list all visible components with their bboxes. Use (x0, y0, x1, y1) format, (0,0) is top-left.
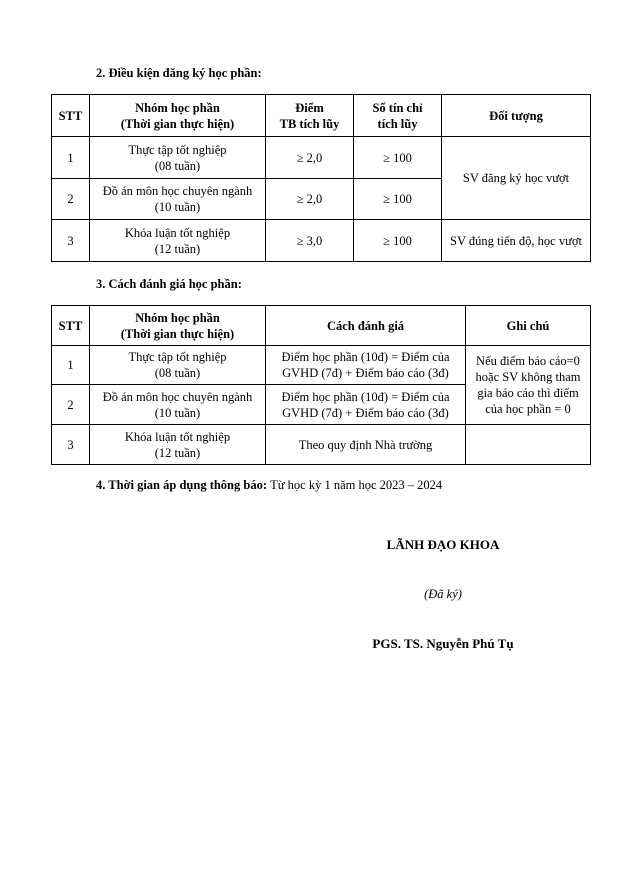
group-duration: (12 tuần) (154, 241, 201, 256)
credits-cell: ≥ 100 (354, 137, 442, 179)
header-gpa-line2: TB tích lũy (279, 116, 340, 131)
section-3-title: 3. Cách đánh giá học phần: (96, 277, 242, 291)
signature-status: (Đã ký) (424, 587, 462, 601)
stt-cell: 1 (52, 346, 90, 385)
header-credits (354, 95, 442, 137)
header-credits-line1: Số tín chỉ (372, 100, 423, 115)
stt-cell: 3 (52, 220, 90, 262)
group-duration: (12 tuần) (154, 445, 201, 460)
group-cell (90, 179, 266, 220)
group-cell (90, 137, 266, 179)
header-gpa-line1: Điểm (295, 100, 324, 115)
note-cell-empty (466, 425, 591, 465)
header-group (90, 306, 266, 346)
group-cell (90, 385, 266, 425)
table-header-row (52, 95, 591, 137)
evaluation-line1: Điểm học phần (10đ) = Điểm của (281, 350, 450, 364)
evaluation-cell (266, 385, 466, 425)
section-4-text: Từ học kỳ 1 năm học 2023 – 2024 (270, 478, 443, 492)
section-4 (96, 477, 442, 493)
assessment-table (51, 305, 591, 465)
header-credits-line2: tích lũy (377, 116, 418, 131)
group-duration: (08 tuần) (154, 366, 201, 380)
table-row (52, 425, 591, 465)
header-group-line2: (Thời gian thực hiện) (120, 116, 235, 131)
gpa-cell: ≥ 2,0 (266, 137, 354, 179)
group-duration: (10 tuần) (154, 200, 201, 214)
header-group-line2: (Thời gian thực hiện) (120, 326, 235, 341)
target-cell-merged: SV đăng ký học vượt (442, 137, 591, 220)
group-name: Khóa luận tốt nghiệp (124, 225, 231, 240)
credits-cell: ≥ 100 (354, 220, 442, 262)
evaluation-line2: GVHD (7đ) + Điểm báo cáo (3đ) (282, 366, 449, 380)
header-group (90, 95, 266, 137)
section-2-title: 2. Điều kiện đăng ký học phần: (96, 66, 262, 80)
stt-cell: 3 (52, 425, 90, 465)
group-cell (90, 346, 266, 385)
stt-cell: 2 (52, 179, 90, 220)
evaluation-line2: GVHD (7đ) + Điểm báo cáo (3đ) (282, 405, 449, 420)
table-row (52, 220, 591, 262)
note-line: Nếu điểm báo cáo=0 (476, 354, 580, 368)
gpa-cell: ≥ 2,0 (266, 179, 354, 220)
target-cell: SV đúng tiến độ, học vượt (442, 220, 591, 262)
signature-title: LÃNH ĐẠO KHOA (386, 537, 500, 552)
note-cell-merged (466, 346, 591, 425)
signer-name: PGS. TS. Nguyễn Phú Tụ (372, 636, 514, 651)
group-name: Thực tập tốt nghiệp (128, 142, 227, 157)
gpa-cell: ≥ 3,0 (266, 220, 354, 262)
header-stt: STT (52, 95, 90, 137)
group-cell (90, 220, 266, 262)
note-line: của học phần = 0 (485, 402, 571, 416)
credits-cell: ≥ 100 (354, 179, 442, 220)
header-note: Ghi chú (466, 306, 591, 346)
group-duration: (08 tuần) (154, 158, 201, 173)
section-4-title: 4. Thời gian áp dụng thông báo: (96, 478, 267, 492)
stt-cell: 2 (52, 385, 90, 425)
header-gpa (266, 95, 354, 137)
header-group-line1: Nhóm học phần (135, 310, 220, 325)
header-evaluation: Cách đánh giá (266, 306, 466, 346)
header-group-line1: Nhóm học phần (135, 100, 220, 115)
group-name: Thực tập tốt nghiệp (128, 350, 227, 364)
stt-cell: 1 (52, 137, 90, 179)
group-name: Khóa luận tốt nghiệp (124, 429, 231, 444)
note-line: gia báo cáo thì điểm (477, 386, 579, 400)
registration-conditions-table (51, 94, 591, 262)
evaluation-cell (266, 346, 466, 385)
group-cell (90, 425, 266, 465)
table-row (52, 346, 591, 385)
group-duration: (10 tuần) (154, 405, 201, 420)
header-stt: STT (52, 306, 90, 346)
table-row (52, 137, 591, 179)
header-target: Đối tượng (442, 95, 591, 137)
note-line: hoặc SV không tham (475, 370, 581, 384)
group-name: Đồ án môn học chuyên ngành (102, 389, 253, 404)
table-header-row (52, 306, 591, 346)
group-name: Đồ án môn học chuyên ngành (102, 184, 253, 198)
evaluation-line1: Điểm học phần (10đ) = Điểm của (281, 389, 450, 404)
evaluation-cell: Theo quy định Nhà trường (266, 425, 466, 465)
